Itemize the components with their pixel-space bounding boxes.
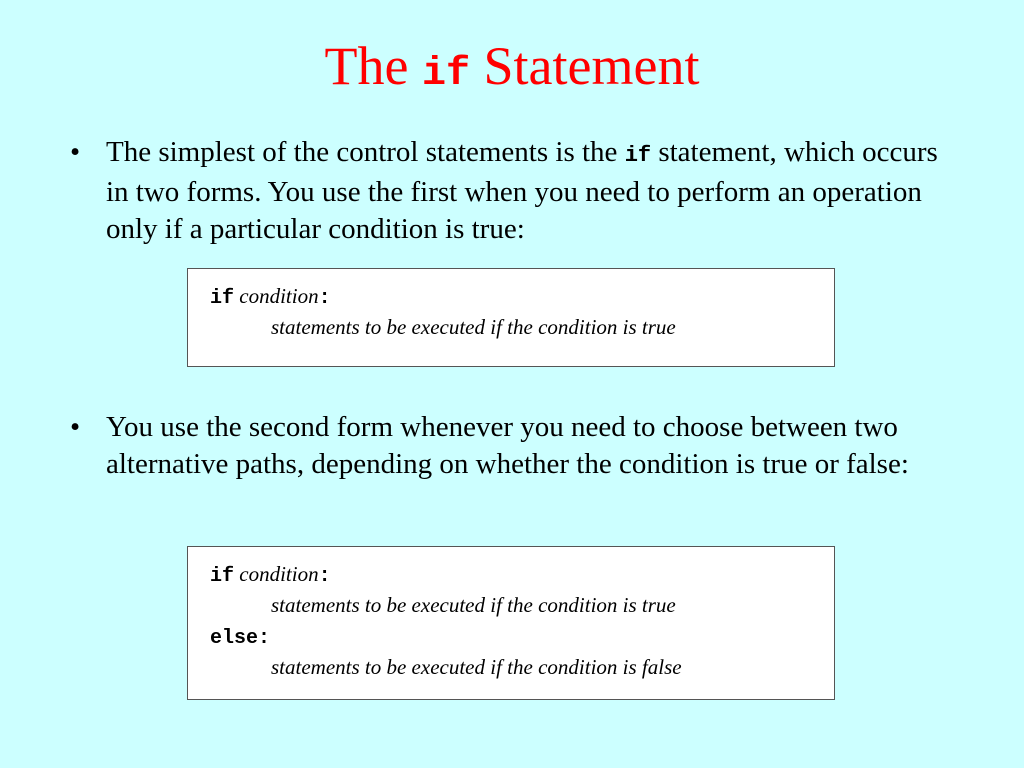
keyword-if: if [210,287,235,310]
bullet-1-text-after: statement, which occurs in two forms. You use the first when you need to perform an operation only if a particular condition is true: [106,136,938,245]
bullet-second-form [70,409,950,483]
colon: : [258,627,271,650]
bullet-1-text-before: The simplest of the control statements is the [106,136,618,168]
code-box-if [187,268,835,367]
colon: : [318,565,331,588]
bullet-point-1: • [70,136,81,168]
code-line-if [210,559,814,590]
statements-true-placeholder: statements to be executed if the condition is true [271,315,676,339]
statements-false-placeholder: statements to be executed if the condition is false [271,655,682,679]
condition-placeholder: condition [239,562,319,586]
bullet-first-form [70,134,950,248]
code-line-true-body [210,312,814,343]
bullet-1-code-keyword: if [624,143,652,168]
title-text-after: Statement [483,36,700,96]
keyword-else: else [210,627,259,650]
code-line-if [210,281,814,312]
code-line-true-body [210,590,814,621]
code-box-if-else [187,546,835,700]
colon: : [318,287,331,310]
code-line-false-body [210,652,814,683]
bullet-point-2: • [70,411,81,443]
statements-true-placeholder: statements to be executed if the condition is true [271,593,676,617]
bullet-text-1 [106,134,950,248]
keyword-if: if [210,565,235,588]
code-line-else [210,621,814,652]
condition-placeholder: condition [239,284,319,308]
title-text-before: The [324,36,409,96]
bullet-text-2: You use the second form whenever you need to choose between two alternative paths, depending on whether the condition is true or false: [106,411,909,480]
title-code-keyword: if [421,52,470,97]
slide-title [0,34,1024,107]
